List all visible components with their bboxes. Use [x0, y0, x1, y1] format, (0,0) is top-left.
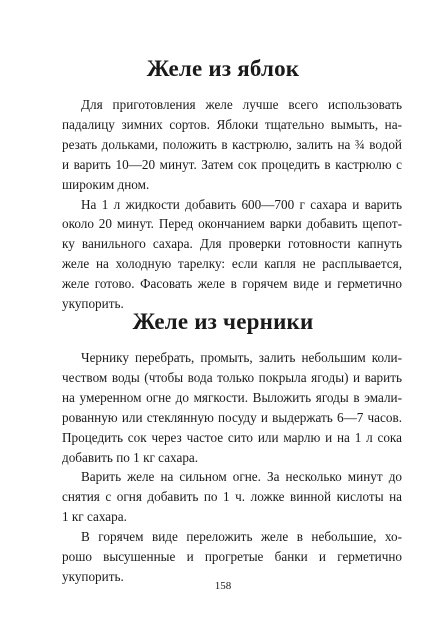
text-line: снятия с огня добавить по 1 ч. ложке винной кислоты на — [62, 489, 402, 505]
text-line: Процедить сок через частое сито или марлю и на 1 л сока — [62, 429, 402, 445]
section-title-apple-jelly: Желе из яблок — [146, 56, 300, 81]
page-number: 158 — [214, 580, 232, 592]
text-line: резать дольками, положить в кастрюлю, залить на ¾ водой — [62, 136, 402, 152]
text-line: желе на холодную тарелку: если капля не расплывается, — [62, 256, 402, 272]
text-line: чеством воды (чтобы вода только покрыла ягоды) и варить — [62, 369, 402, 385]
text-line: укупорить. — [62, 296, 124, 312]
section-title-blueberry-jelly: Желе из черники — [132, 309, 314, 334]
text-line: широким дном. — [62, 176, 150, 192]
text-line: 1 кг сахара. — [62, 509, 127, 525]
text-line: укупорить. — [62, 568, 124, 584]
text-line: Чернику перебрать, промыть, залить небольшим коли- — [81, 350, 402, 365]
text-line: На 1 л жидкости добавить 600—700 г сахара и варить — [81, 196, 402, 212]
text-line: рованную или стеклянную посуду и выдержать 6—7 часов. — [62, 409, 402, 425]
paragraph — [62, 348, 402, 467]
section-apple-jelly-text — [62, 95, 402, 314]
paragraph — [62, 95, 402, 195]
text-line: падалицу зимних сортов. Яблоки тщательно вымыть, на- — [62, 116, 402, 132]
paragraph — [62, 195, 402, 314]
text-line: ку ванильного сахара. Для проверки готовности капнуть — [62, 236, 402, 252]
text-line: Для приготовления желе лучше всего использовать — [81, 97, 402, 112]
paragraph — [62, 467, 402, 527]
section-blueberry-jelly-text — [62, 348, 402, 587]
text-line: на умеренном огне до мягкости. Выложить ягоды в эмали- — [62, 389, 402, 405]
text-line: В горячем виде переложить желе в небольшие, хо- — [81, 529, 402, 545]
text-line: желе готово. Фасовать желе в горячем виде и герметично — [62, 276, 402, 292]
text-line: рошо высушенные и прогретые банки и герметично — [62, 549, 402, 565]
paragraph — [62, 527, 402, 587]
text-line: и варить 10—20 минут. Затем сок процедить в кастрюлю с — [62, 156, 402, 172]
text-line: Варить желе на сильном огне. За несколько минут до — [81, 469, 402, 485]
text-line: добавить по 1 кг сахара. — [62, 449, 199, 465]
text-line: около 20 минут. Перед окончанием варки добавить щепот- — [62, 216, 402, 232]
